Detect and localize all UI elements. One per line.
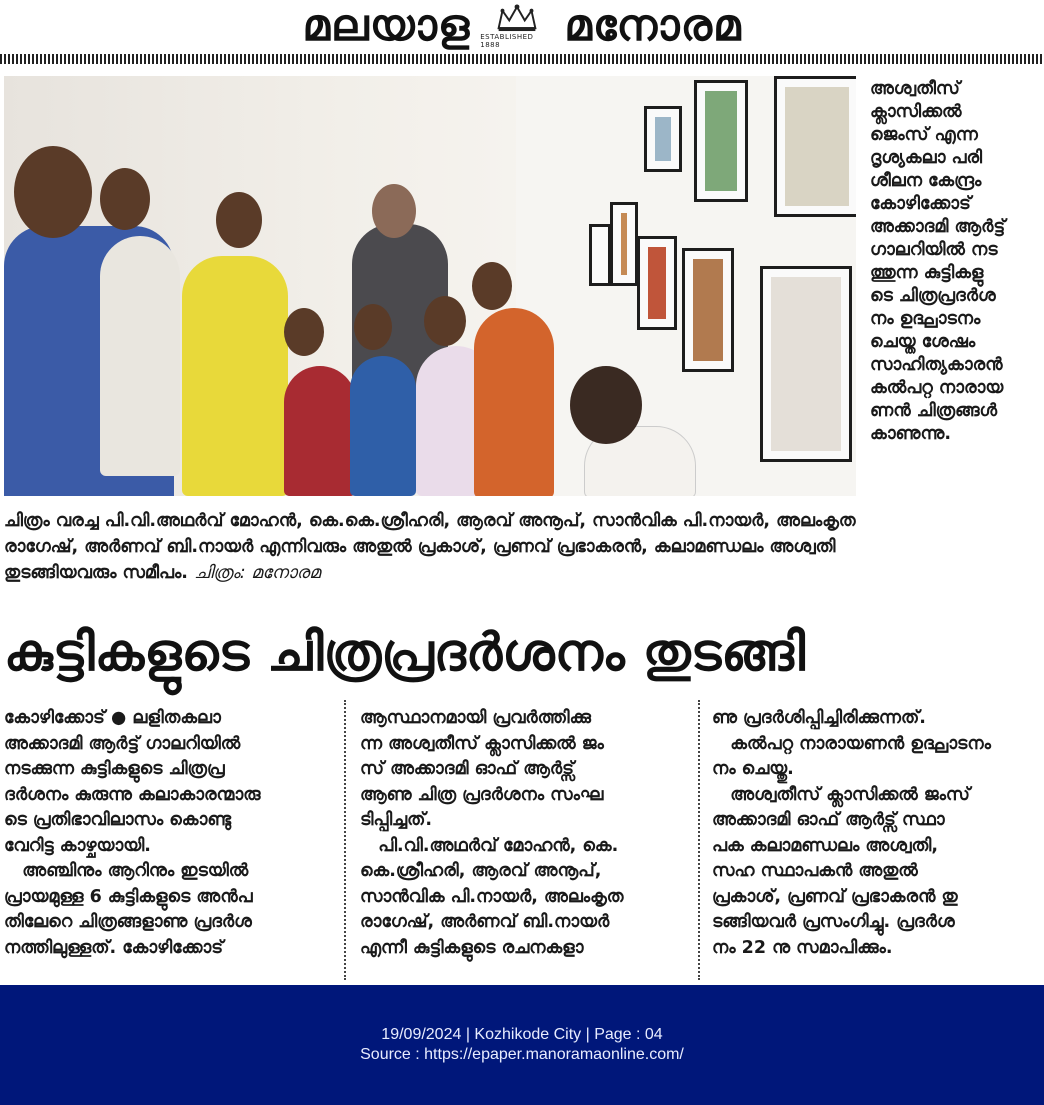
caption-line: നം ഉദ്ഘാടനം [870,309,981,329]
person-head [424,296,466,346]
painting-frame [589,224,611,286]
body-line: ടങ്ങിയവർ പ്രസംഗിച്ചു. പ്രദർശ [712,912,955,932]
person-head [14,146,92,238]
news-photo [4,76,856,496]
caption-line: അക്കാദമി ആർട്ട് [870,217,1006,237]
body-line: എന്നീ കുട്ടികളുടെ രചനകളാ [360,937,584,958]
caption-line: ചെയ്ത ശേഷം [870,332,976,352]
person-head [100,168,150,230]
painting-frame [774,76,856,217]
caption-line: കാണുന്നു. [870,424,951,444]
body-line: കൽപറ്റ നാരായണൻ ഉദ്ഘാടനം [712,733,991,754]
person-figure [350,356,416,496]
body-line: വേറിട്ട കാഴ്ചയായി. [4,835,151,856]
caption-line: ദൃശ്യകലാ പരി [870,148,983,168]
body-line: നടക്കുന്ന കുട്ടികളുടെ ചിത്രപ്ര [4,759,225,779]
article-headline: കുട്ടികളുടെ ചിത്രപ്രദർശനം തുടങ്ങി [4,623,806,683]
person-head [354,304,392,350]
body-line: പ്രായമുള്ള 6 കുട്ടികളുടെ അൻപ [4,886,253,907]
epaper-footer [0,985,1044,1105]
footer-date-page: 19/09/2024 | Kozhikode City | Page : 04 [381,1026,663,1043]
person-figure [100,236,180,476]
person-head [284,308,324,356]
painting-frame [682,248,734,372]
body-line: ദർശനം കുരുന്നു കലാകാരന്മാരു [4,784,261,805]
caption-line: ജെംസ് എന്ന [870,125,978,145]
masthead-right-word: മനോരമ [564,0,742,51]
masthead [0,0,1044,52]
caption-line: ടെ ചിത്രപ്രദർശ [870,286,996,306]
crown-emblem-icon [494,3,540,32]
article-column-3 [712,706,1038,961]
painting-frame [644,106,682,172]
painting-frame [694,80,748,202]
emblem-text: ESTABLISHED 1888 [480,33,534,49]
body-line: പ്രകാശ്, പ്രണവ് പ്രഭാകരൻ തു [712,886,958,907]
body-line: അശ്വതീസ് ക്ലാസിക്കൽ ജംസ് [712,784,970,805]
footer-source: Source : https://epaper.manoramaonline.com/ [360,1046,684,1063]
body-line: ന്ന അശ്വതീസ് ക്ലാസിക്കൽ ജം [360,733,604,754]
body-line: നത്തിലുള്ളത്. കോഴിക്കോട് [4,937,224,958]
caption-line: ക്ലാസിക്കൽ [870,102,962,122]
masthead-left-word: മലയാള [302,0,471,51]
caption-line: ത്തുന്ന കുട്ടികളു [870,263,984,283]
masthead-rule [0,54,1044,64]
body-line: നം 22 നു സമാപിക്കും. [712,937,893,958]
photo-side-caption [870,78,1040,446]
body-line: ആസ്ഥാനമായി പ്രവർത്തിക്കു [360,708,591,728]
person-figure [284,366,356,496]
painting-frame [760,266,852,462]
person-figure [182,256,288,496]
person-head [472,262,512,310]
body-line: സാൻവിക പി.നായർ, അലംകൃത [360,886,624,907]
caption-text: തുടങ്ങിയവരും സമീപം. [4,563,188,583]
caption-line-last [4,560,1040,586]
photo-bottom-caption [4,508,1040,586]
body-line: സ് അക്കാദമി ഓഫ് ആർട്സ് [360,759,574,779]
person-head [570,366,642,444]
column-divider [344,700,346,980]
person-figure [474,308,554,496]
caption-line: ഗാലറിയിൽ നട [870,240,998,260]
article-column-1 [4,706,330,961]
caption-line: കൽപറ്റ നാരായ [870,378,1004,398]
caption-line: രാഗേഷ്, അർണവ് ബി.നായർ എന്നിവരും അതുൽ പ്രകാശ്, പ്രണവ് പ്രഭാകരൻ, കലാമണ്ഡലം അശ്വതി [4,537,836,557]
body-line: അഞ്ചിനും ആറിനും ഇടയിൽ [4,861,249,881]
body-line: ടെ പ്രതിഭാവിലാസം കൊണ്ടു [4,810,232,830]
caption-line: സാഹിത്യകാരൻ [870,355,1003,375]
body-line: കോഴിക്കോട് ● ലളിതകലാ [4,708,221,728]
column-divider [698,700,700,980]
body-line: നം ചെയ്തു. [712,759,794,779]
body-line: ആണു ചിത്ര പ്രദർശനം സംഘ [360,784,604,805]
body-line: പക കലാമണ്ഡലം അശ്വതി, [712,835,938,856]
body-line: തിലേറെ ചിത്രങ്ങളാണു പ്രദർശ [4,912,252,932]
body-line: കെ.ശ്രീഹരി, ആരവ് അനൂപ്, [360,861,602,881]
caption-line: ണൻ ചിത്രങ്ങൾ [870,401,998,421]
caption-line: ചിത്രം വരച്ച പി.വി.അഥർവ് മോഹൻ, കെ.കെ.ശ്രീഹരി, ആരവ് അനൂപ്, സാൻവിക പി.നായർ, അലംകൃത [4,511,856,531]
body-line: അക്കാദമി ആർട്ട് ഗാലറിയിൽ [4,733,241,754]
body-line: അക്കാദമി ഓഫ് ആർട്സ് സ്ഥാ [712,810,945,830]
caption-line: അശ്വതീസ് [870,79,960,99]
body-line: ണു പ്രദർശിപ്പിച്ചിരിക്കുന്നത്. [712,708,926,728]
photo-credit: ചിത്രം: മനോരമ [194,563,321,583]
body-line: ടിപ്പിച്ചത്. [360,810,433,830]
person-head [372,184,416,238]
caption-line: ശീലന കേന്ദ്രം [870,171,982,191]
painting-frame [610,202,638,286]
article-column-2 [360,706,690,961]
person-head [216,192,262,248]
painting-frame [637,236,677,330]
body-line: രാഗേഷ്, അർണവ് ബി.നായർ [360,912,610,932]
body-line: സഹ സ്ഥാപകൻ അതുൽ [712,861,918,881]
caption-line: കോഴിക്കോട് [870,194,971,214]
body-line: പി.വി.അഥർവ് മോഹൻ, കെ. [360,835,619,856]
masthead-emblem [480,3,554,49]
